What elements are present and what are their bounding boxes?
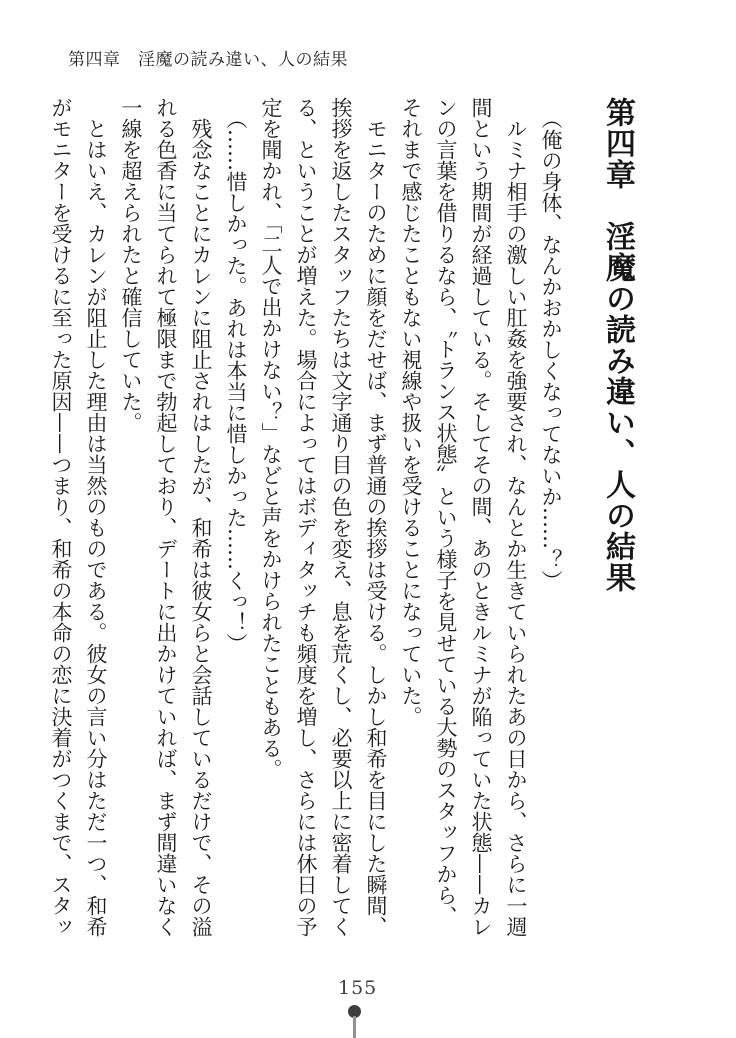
- page-body: [43, 97, 640, 937]
- paragraph-narration: とはいえ、カレンが阻止した理由は当然のものである。彼女の言い分はただ一つ、和希がモニターを受けるに至った原因——つまり、和希の本命の恋に決着がつくまで、スタッ: [49, 97, 108, 937]
- paragraph-monologue: （……惜しかった。あれは本当に惜しかった……くっ！）: [224, 107, 248, 654]
- paragraph-narration: モニターのために顔をだせば、まず普通の挨拶は受ける。しかし和希を目にした瞬間、挨拶を返したスタッフたちは文字通り目の色を変え、息を荒くし、必要以上に密着してくる、ということが増えた。場合によってはボディタッチも頻度を増し、さらには休日の予定を聞かれ、「二人で出かけない？」などと声をかけられたこともある。: [259, 97, 388, 937]
- paragraph-monologue: （俺の身体、なんかおかしくなってないか……？）: [539, 107, 563, 591]
- page-number: 155: [338, 977, 378, 999]
- running-head: 第四章 淫魔の読み違い、人の結果: [68, 50, 348, 70]
- paragraph-narration: 残念なことにカレンに阻止されはしたが、和希は彼女らと会話しているだけで、その溢れる色香に当てられて極限まで勃起しており、デートに出かけていれば、まず間違いなく一線を超えられたと確信していた。: [119, 97, 213, 937]
- paragraph-narration: ルミナ相手の激しい肛姦を強要され、なんとか生きていられたあの日から、さらに一週間という期間が経過している。そしてその間、あのときルミナが陥っていた状態——カレンの言葉を借りるなら、〝トランス状態〟という様子を見せている大勢のスタッフから、それまで感じたこともない視線や扱いを受けることになっていた。: [399, 97, 528, 937]
- chapter-title: 第四章 淫魔の読み違い、人の結果: [600, 97, 635, 593]
- binding-pin-line: [353, 1016, 356, 1038]
